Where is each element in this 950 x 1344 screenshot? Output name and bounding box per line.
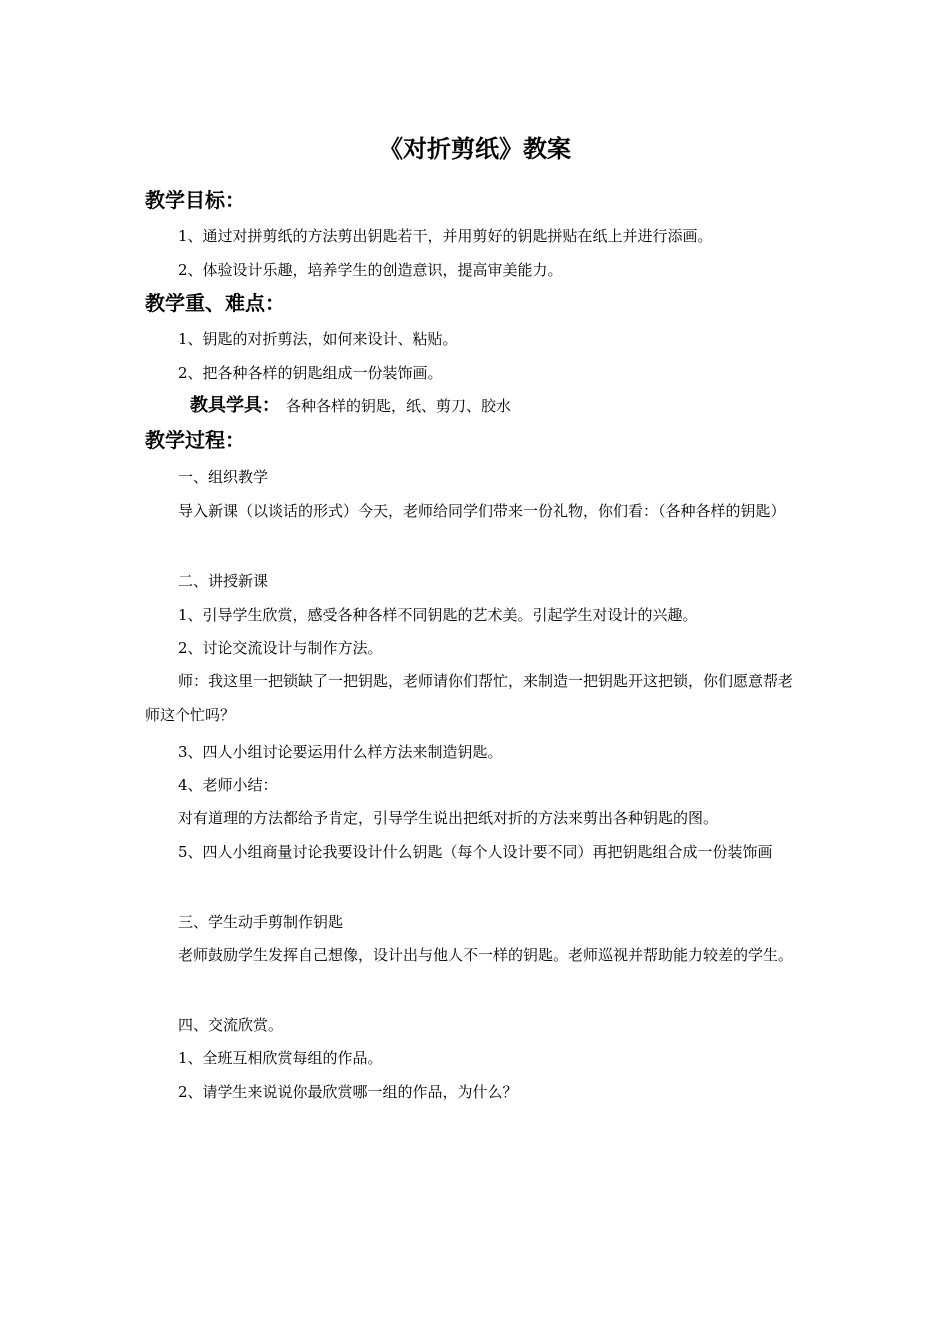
process-paragraph-5: 2、讨论交流设计与制作方法。 — [178, 639, 383, 657]
process-heading: 教学过程： — [145, 428, 245, 452]
process-paragraph-14: 1、全班互相欣赏每组的作品。 — [178, 1049, 383, 1067]
process-paragraph-7: 3、四人小组讨论要运用什么样方法来制造钥匙。 — [178, 743, 503, 761]
objectives-heading: 教学目标： — [145, 188, 245, 212]
process-paragraph-2: 导入新课（以谈话的形式）今天，老师给同学们带来一份礼物，你们看：（各种各样的钥匙） — [178, 502, 786, 520]
tools-line — [190, 392, 511, 420]
process-paragraph-11: 三、学生动手剪制作钥匙 — [178, 913, 344, 931]
key-point-item-2: 2、把各种各样的钥匙组成一份装饰画。 — [178, 364, 443, 382]
key-point-item-1: 1、钥匙的对折剪法，如何来设计、粘贴。 — [178, 330, 458, 348]
tools-value: 各种各样的钥匙，纸、剪刀、胶水 — [286, 397, 512, 415]
process-paragraph-8: 4、老师小结： — [178, 776, 278, 794]
process-paragraph-6: 师：我这里一把锁缺了一把钥匙，老师请你们帮忙，来制造一把钥匙开这把锁，你们愿意帮老师这个忙吗？ — [145, 672, 794, 724]
process-paragraph-3: 二、讲授新课 — [178, 572, 269, 590]
process-paragraph-15: 2、请学生来说说你最欣赏哪一组的作品，为什么？ — [178, 1083, 518, 1101]
objective-item-1: 1、通过对拼剪纸的方法剪出钥匙若干，并用剪好的钥匙拼贴在纸上并进行添画。 — [178, 227, 713, 245]
process-paragraph-4: 1、引导学生欣赏，感受各种各样不同钥匙的艺术美。引起学生对设计的兴趣。 — [178, 606, 698, 624]
process-paragraph-10: 5、四人小组商量讨论我要设计什么钥匙（每个人设计要不同）再把钥匙组合成一份装饰画 — [178, 843, 773, 861]
key-points-heading: 教学重、难点： — [145, 291, 285, 315]
process-paragraph-9: 对有道理的方法都给予肯定，引导学生说出把纸对折的方法来剪出各种钥匙的图。 — [178, 809, 719, 827]
process-paragraph-13: 四、交流欣赏。 — [178, 1016, 284, 1034]
tools-label: 教具学具： — [190, 395, 280, 416]
process-paragraph-1: 一、组织教学 — [178, 468, 269, 486]
objective-item-2: 2、体验设计乐趣，培养学生的创造意识，提高审美能力。 — [178, 261, 563, 279]
document-title: 《对折剪纸》教案 — [379, 135, 571, 163]
process-paragraph-12: 老师鼓励学生发挥自己想像，设计出与他人不一样的钥匙。老师巡视并帮助能力较差的学生。 — [178, 946, 794, 964]
